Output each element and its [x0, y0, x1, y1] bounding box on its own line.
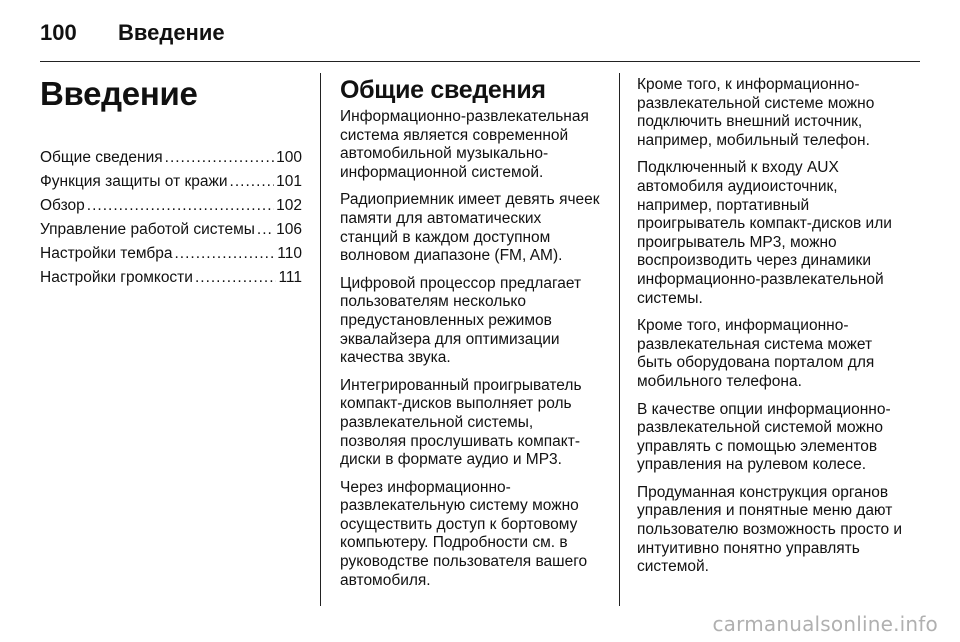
toc-entry-label: Общие сведения: [40, 149, 163, 166]
toc-entry-label: Настройки тембра: [40, 245, 173, 262]
toc-entry-page: 110: [277, 245, 302, 262]
chapter-title: Введение: [40, 75, 198, 112]
toc-entry[interactable]: [40, 266, 302, 290]
section-heading: Общие сведения: [340, 76, 546, 104]
toc-entry[interactable]: [40, 218, 302, 242]
body-paragraph: В качестве опции информационно-развлекательной системой можно управлять с помощью элементов управления на рулевом колесе.: [637, 400, 891, 474]
toc-leader: [87, 194, 274, 218]
toc-leader: [174, 242, 275, 266]
toc-entry-page: 102: [276, 197, 302, 214]
toc-column: [40, 74, 302, 290]
body-paragraph: Продуманная конструкция органов управления и понятные меню дают пользователю возможность просто и интуитивно понятно управлять системой.: [637, 483, 903, 576]
body-paragraph: Радиоприемник имеет девять ячеек памяти для автоматических станций в каждом доступном волновом диапазоне (FM, AM).: [340, 191, 600, 265]
toc-entry[interactable]: [40, 170, 302, 194]
body-paragraph: Кроме того, информационно-развлекательная система может быть оборудована порталом для мобильного телефона.: [637, 317, 875, 390]
body-paragraph: Информационно-развлекательная система является современной автомобильной музыкально-информационной системой.: [340, 108, 589, 181]
page-header: [40, 18, 225, 48]
body-paragraph: Интегрированный проигрыватель компакт-дисков выполняет роль развлекательной системы, позволяя прослушивать компакт-диски в формате аудио и MP3.: [340, 376, 582, 469]
toc-entry-page: 100: [276, 149, 302, 166]
toc-entry-page: 106: [276, 221, 302, 238]
middle-column: [340, 74, 602, 599]
toc-entry-label: Обзор: [40, 197, 85, 214]
toc-leader: [257, 218, 274, 242]
toc-leader: [230, 170, 275, 194]
toc-entry-label: Управление работой системы: [40, 221, 255, 238]
body-paragraph: Подключенный к входу AUX автомобиля аудиоисточник, например, портативный проигрыватель компакт-дисков или проигрыватель MP3, можно воспроизводить через динамики информационно-развлекательной системы.: [637, 159, 892, 307]
body-paragraph: Через информационно-развлекательную систему можно осуществить доступ к бортовому компьютеру. Подробности см. в руководстве пользователя вашего автомобиля.: [340, 478, 588, 589]
toc-entry[interactable]: [40, 194, 302, 218]
column-divider: [320, 73, 321, 606]
column-divider: [619, 73, 620, 606]
toc-entry-label: Настройки громкости: [40, 269, 193, 286]
right-column: [637, 74, 911, 586]
table-of-contents: [40, 146, 302, 290]
toc-entry[interactable]: [40, 242, 302, 266]
toc-leader: [195, 266, 276, 290]
body-paragraph: Кроме того, к информационно-развлекательной системе можно подключить внешний источник, например, мобильный телефон.: [637, 76, 875, 149]
toc-entry-page: 111: [278, 269, 302, 286]
toc-entry-label: Функция защиты от кражи: [40, 173, 228, 190]
header-rule: [40, 61, 920, 62]
site-watermark: carmanualsonline.info: [712, 612, 938, 636]
body-paragraph: Цифровой процессор предлагает пользователям несколько предустановленных режимов эквалайзера для оптимизации качества звука.: [340, 274, 582, 367]
chapter-name: Введение: [118, 20, 225, 45]
toc-leader: [165, 146, 274, 170]
toc-entry-page: 101: [276, 173, 302, 190]
page-number: 100: [40, 20, 77, 45]
toc-entry[interactable]: [40, 146, 302, 170]
